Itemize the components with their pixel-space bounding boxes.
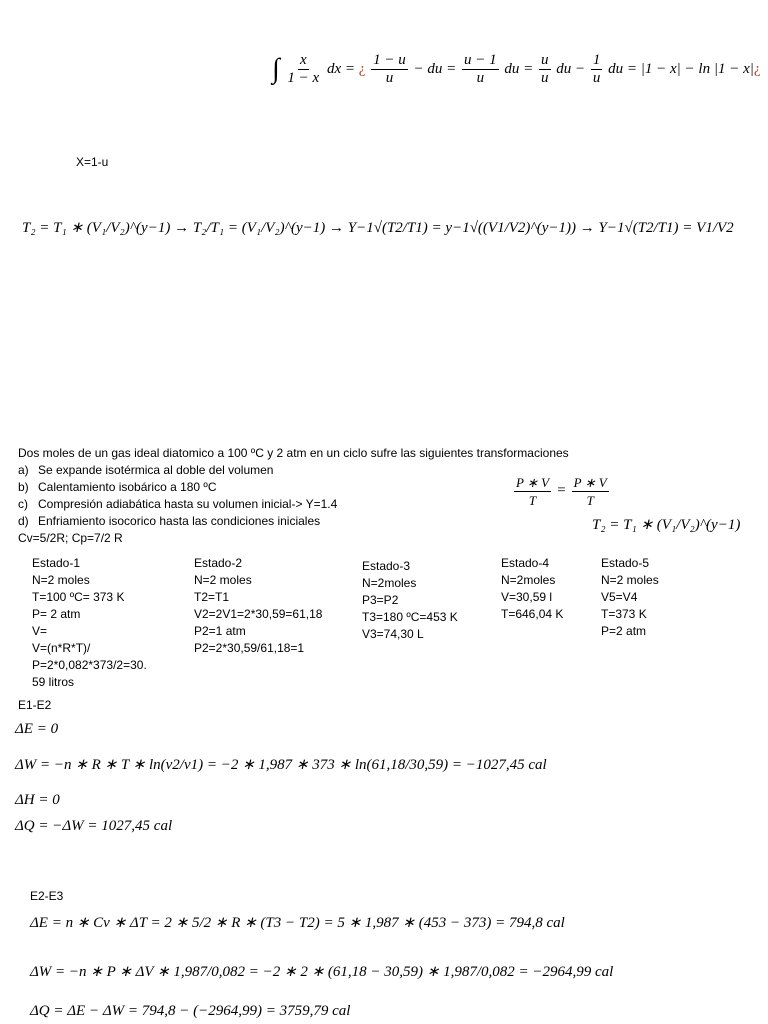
section-heading-e2e3: E2-E3	[30, 889, 64, 903]
fraction: $\frac{x}{1 - x}$	[287, 52, 320, 86]
state-4-column: Estado-4 N=2moles V=30,59 l T=646,04 K	[501, 556, 564, 621]
state-5-column: Estado-5 N=2 moles V5=V4 T=373 K P=2 atm	[601, 556, 659, 638]
delta-q-equation: ΔQ = −ΔW = 1027,45 cal	[15, 818, 173, 834]
adiabatic-relation: T₂ = T₁ ∗ (V₁/V₂)^(y−1)	[592, 517, 741, 533]
list-item: c) Compresión adiabática hasta su volumen inicial-> Y=1.4	[18, 497, 338, 511]
state-1-column: Estado-1 N=2 moles T=100 ºC= 373 K P= 2 atm V= V=(n*R*T)/ P=2*0,082*373/2=30. 59 litros	[32, 556, 147, 689]
list-item: d) Enfriamiento isocorico hasta las condiciones iniciales	[18, 514, 321, 528]
list-item: b) Calentamiento isobárico a 180 ºC	[18, 480, 217, 494]
fraction: $\frac{1}{u}$	[592, 52, 601, 86]
fraction: $\frac{1 - u}{u}$	[373, 52, 406, 86]
constants-line: Cv=5/2R; Cp=7/2 R	[18, 531, 123, 545]
fraction: $\frac{u - 1}{u}$	[464, 52, 497, 86]
list-item: a) Se expande isotérmica al doble del volumen	[18, 463, 274, 477]
delta-h-equation: ΔH = 0	[15, 792, 60, 808]
gas-law-equation: $\frac{P ∗ V}{T}$ = $\frac{P ∗ V}{T}$	[516, 475, 607, 508]
fraction: $\frac{u}{u}$	[541, 52, 549, 86]
integral-equation: ∫ $\frac{x}{1 - x}$ dx = ¿ $\frac{1 - u}{u}$ − du = $\frac{u - 1}{u}$ du = $\frac{u}{u}$ du − $\frac{1}{u}$ du = |1 − x| − ln |1 − x|¿	[272, 52, 761, 86]
integral-sign: ∫	[272, 53, 280, 85]
section-heading-e1e2: E1-E2	[18, 698, 52, 712]
state-3-column: Estado-3 N=2moles P3=P2 T3=180 ºC=453 K V3=74,30 L	[362, 559, 458, 641]
problem-items	[18, 462, 337, 547]
substitution-note: X=1-u	[76, 155, 109, 169]
delta-e-equation: ΔE = n ∗ Cv ∗ ΔT = 2 ∗ 5/2 ∗ R ∗ (T3 − T2) = 5 ∗ 1,987 ∗ (453 − 373) = 794,8 cal	[30, 915, 565, 931]
delta-w-equation: ΔW = −n ∗ P ∗ ΔV ∗ 1,987/0,082 = −2 ∗ 2 ∗ (61,18 − 30,59) ∗ 1,987/0,082 = −2964,99 cal	[30, 964, 614, 980]
delta-e-equation: ΔE = 0	[15, 721, 59, 737]
state-2-column: Estado-2 N=2 moles T2=T1 V2=2V1=2*30,59=61,18 P2=1 atm P2=2*30,59/61,18=1	[194, 556, 323, 655]
unknown-glyph: ¿	[358, 60, 366, 77]
problem-statement: Dos moles de un gas ideal diatomico a 100 ºC y 2 atm en un ciclo sufre las siguientes transformaciones	[18, 446, 569, 460]
adiabatic-derivation: T₂ = T₁ ∗ (V₁/V₂)^(y−1) → T₂/T₁ = (V₁/V₂)^(y−1) → Y−1√(T2/T1) = y−1√((V1/V2)^(y−1)) → Y−1√(T2/T1) = V1/V2	[22, 220, 734, 236]
delta-w-equation: ΔW = −n ∗ R ∗ T ∗ ln(v2/v1) = −2 ∗ 1,987 ∗ 373 ∗ ln(61,18/30,59) = −1027,45 cal	[15, 757, 547, 773]
unknown-glyph: ¿	[753, 60, 761, 77]
delta-q-equation: ΔQ = ΔE − ΔW = 794,8 − (−2964,99) = 3759,79 cal	[30, 1003, 351, 1019]
